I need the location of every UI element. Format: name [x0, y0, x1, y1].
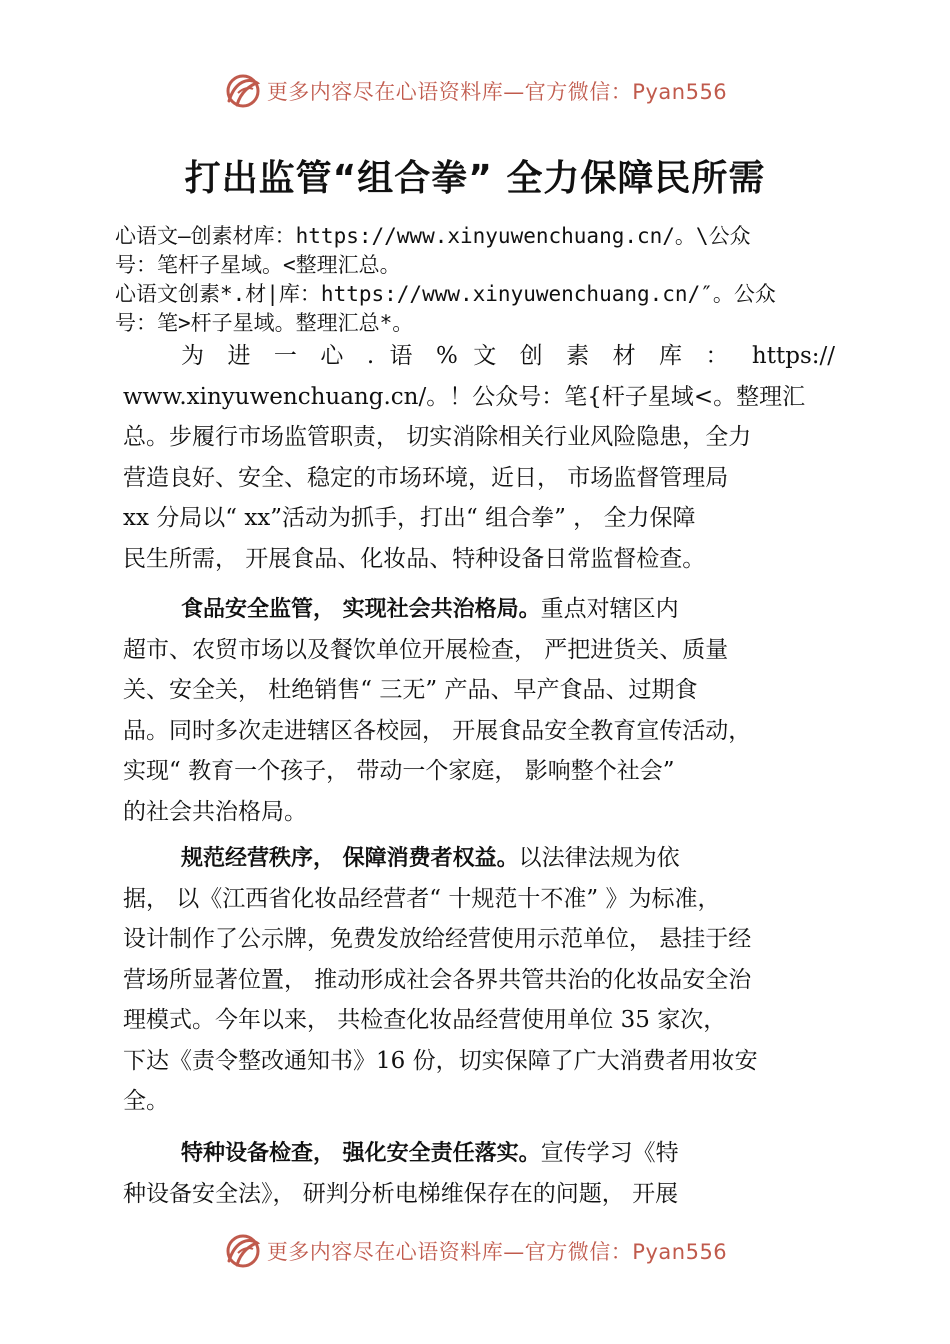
section-first-line [123, 838, 835, 879]
paragraph-line: 下达《责令整改通知书》16 份，切实保障了广大消费者用妆安 [123, 1047, 758, 1074]
watermark-text: 更多内容尽在心语资料库—官方微信：Pyan556 [266, 1240, 728, 1264]
paragraph-line: 理模式。今年以来， 共检查化妆品经营使用单位 35 家次， [123, 1007, 727, 1033]
paragraph-line: 总。步履行市场监管职责， 切实消除相关行业风险隐患，全力 [123, 424, 752, 450]
section-lead: 重点对辖区内 [540, 596, 679, 622]
header-watermark [0, 66, 950, 116]
paragraph-line: 据， 以《江西省化妆品经营者“ 十规范十不准” 》为标准， [123, 885, 721, 912]
section-lead: 以法律法规为依 [518, 845, 680, 871]
watermark-text: 更多内容尽在心语资料库—官方微信：Pyan556 [266, 80, 728, 104]
paragraph-line: 种设备安全法》， 研判分析电梯维保存在的问题， 开展 [123, 1180, 679, 1207]
paragraph-line: 超市、农贸市场以及餐饮单位开展检查， 严把进货关、质量 [123, 636, 729, 663]
paragraph-line: 营场所显著位置， 推动形成社会各界共管共治的化妆品安全治 [123, 966, 752, 993]
section-business-order [123, 838, 835, 1122]
source-line: 号：笔杆子星域。<整理汇总。 [115, 253, 401, 277]
paragraph-line: 实现“ 教育一个孩子， 带动一个家庭， 影响整个社会” [123, 758, 675, 784]
paragraph-line: www.xinyuwenchuang.cn/。！公众号：笔{杆子星域<。整理汇 [123, 383, 806, 410]
footer-watermark [0, 1226, 950, 1276]
page-title: 打出监管“组合拳” 全力保障民所需 [184, 158, 766, 199]
paragraph-line: 的社会共治格局。 [123, 798, 307, 825]
source-line: 心语文创素*.材|库：https://www.xinyuwenchuang.cn/″。公众 [115, 282, 776, 306]
section-first-line [123, 1133, 835, 1174]
source-line: 号：笔>杆子星域。整理汇总*。 [115, 311, 414, 335]
paragraph-line: 全。 [123, 1088, 169, 1114]
source-block [115, 222, 845, 338]
paragraph-line: 为 进 一 心 . 语 % 文 创 素 材 库 ： https:// [181, 343, 835, 369]
section-first-line [123, 589, 835, 630]
section-heading: 规范经营秩序， 保障消费者权益。 [181, 846, 519, 871]
paragraph-line: xx 分局以“ xx”活动为抓手，打出“ 组合拳” ， 全力保障 [123, 505, 696, 531]
paragraph-line: 关、安全关， 杜绝销售“ 三无” 产品、早产食品、过期食 [123, 677, 698, 703]
section-food-safety [123, 589, 835, 832]
brand-logo-icon [223, 71, 263, 111]
paragraph-line: 设计制作了公示牌，免费发放给经营使用示范单位， 悬挂于经 [123, 926, 752, 952]
intro-paragraph [123, 336, 835, 579]
section-heading: 特种设备检查， 强化安全责任落实。 [181, 1141, 541, 1166]
section-lead: 宣传学习《特 [540, 1140, 679, 1166]
section-heading: 食品安全监管， 实现社会共治格局。 [181, 597, 541, 622]
paragraph-line: 品。同时多次走进辖区各校园， 开展食品安全教育宣传活动， [123, 717, 752, 744]
source-line: 心语文—创素材库：https://www.xinyuwenchuang.cn/。\公众 [115, 224, 751, 248]
paragraph-line: 民生所需， 开展食品、化妆品、特种设备日常监督检查。 [123, 545, 706, 572]
paragraph-line: 营造良好、安全、稳定的市场环境，近日， 市场监督管理局 [123, 464, 729, 491]
section-special-equipment [123, 1133, 835, 1214]
brand-logo-icon [223, 1231, 263, 1271]
